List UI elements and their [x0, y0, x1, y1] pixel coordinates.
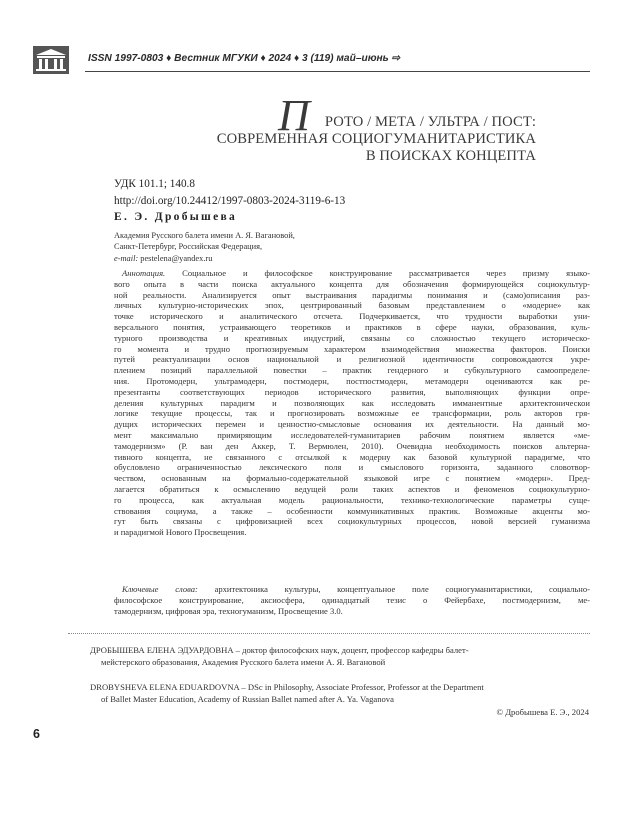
abstract-line: плением позиций параллельной повестки – практик гендерного и субкультурного самоопределе- [114, 365, 590, 376]
article-title-line-2: СОВРЕМЕННАЯ СОЦИОГУМАНИТАРИСТИКА [216, 131, 536, 147]
abstract-line: версального понятия, устраивающего теоретиков и практиков в сфере науки, образования, куль- [114, 321, 590, 332]
abstract-line: гут быть связаны с цифровизацией всех социокультурных процессов, новой версией гуманизма [114, 516, 590, 527]
abstract-line: ния. Протомодерн, ультрамодерн, постмодерн, постпостмодерн, метамодерн оцениваются как ре- [114, 375, 590, 386]
bio-en-line-2: of Ballet Master Education, Academy of Russian Ballet named after A. Ya. Vaganova [101, 693, 394, 704]
abstract-line: тамодернизм» (Р. ван ден Аккер, Т. Вермюлен, 2010). Очевидна необходимость поисков альтерна- [114, 440, 590, 451]
bio-en-line-1: DROBYSHEVA ELENA EDUARDOVNA – DSc in Philosophy, Associate Professor, Professor at the Department [90, 682, 484, 692]
abstract-line: путей реактуализации основ национальной и религиозной идентичности сопровождаются укре- [114, 354, 590, 365]
affiliation-line-2: Санкт-Петербург, Российская Федерация, [114, 242, 263, 252]
bio-ru-line-2: мейстерского образования, Академия Русского балета имени А. Я. Вагановой [101, 656, 386, 667]
keywords [114, 584, 590, 616]
keywords-line: тамодернизм, цифровая эра, техногуманизм, Просвещение 3.0. [114, 605, 343, 616]
abstract-line: чеством, основанным на формально-содержательной языковой игре с понятием «модерн». Пред- [114, 473, 590, 484]
keywords-text: архитектоника культуры, концептуальное поле социогуманитаристики, социально- [197, 584, 591, 594]
abstract-line [114, 268, 590, 279]
keywords-line: философское конструирование, аксиосфера, одинадцатый тезис о Фейербахе, постмодернизм, ме- [114, 594, 590, 605]
keywords-line [114, 584, 590, 595]
author-name: Е. Э. Дробышева [114, 211, 238, 223]
copyright-notice: © Дробышева Е. Э., 2024 [496, 707, 589, 717]
abstract-line: деления культурных парадигм и позволяющих как исследовать имманентные архитектоническои [114, 397, 590, 408]
abstract-line: обусловлено ограниченностью лексического поля и смыслового горизонта, заданного словотвор- [114, 462, 590, 473]
doi-link[interactable]: http://doi.org/10.24412/1997-0803-2024-3119-6-13 [114, 195, 346, 207]
keywords-label: Ключевые слова: [122, 584, 198, 594]
abstract-text: Социальное и философское конструирование рассматривается через призму языко- [165, 268, 590, 278]
author-bio-english [90, 682, 590, 705]
title-drop-letter: П [278, 91, 310, 140]
abstract [114, 268, 590, 538]
abstract-line: логике текущие процессы, так и прогнозировать возможные ее трансформации, роль акторов гря- [114, 408, 590, 419]
author-email [114, 253, 295, 264]
abstract-label: Аннотация. [122, 268, 166, 278]
abstract-line: го момента и трудно прогнозируемым характером взаимодействия множества факторов. Поиски [114, 343, 590, 354]
abstract-line: ствования социума, а также – особенности коммуникативных практик. Возможные акценты мо- [114, 505, 590, 516]
article-title-line-3: В ПОИСКАХ КОНЦЕПТА [365, 148, 536, 164]
author-affiliation [114, 230, 295, 264]
journal-logo [33, 46, 69, 74]
bio-ru-line-1: ДРОБЫШЕВА ЕЛЕНА ЭДУАРДОВНА – доктор философских наук, доцент, профессор кафедры балет- [90, 645, 469, 655]
header-rule [85, 71, 590, 72]
email-address[interactable]: pestelena@yandex.ru [140, 253, 213, 263]
abstract-line: вого опыта в части поиска актуального концепта для обозначения формирующейся социокультур- [114, 278, 590, 289]
author-bio-russian [90, 645, 590, 668]
abstract-line: и парадигмой Нового Просвещения. [114, 527, 247, 538]
article-title-line-1: РОТО / МЕТА / УЛЬТРА / ПОСТ: [324, 114, 536, 130]
abstract-line: лагается обратиться к осмыслению ведущей роли таких аспектов и феноменов социокультурно- [114, 483, 590, 494]
page-number: 6 [33, 727, 40, 741]
abstract-line: презентанты соответствующих периодов исторического развития, выполняющих функции опре- [114, 386, 590, 397]
abstract-line: дущих исторических перемен и ценностно-смысловые основания их деятельности. На данный мо- [114, 419, 590, 430]
article-identifiers [114, 176, 345, 210]
abstract-line: мент максимально примиряющим исследователей-гуманитариев рабочим понятием является «ме- [114, 429, 590, 440]
section-divider [68, 633, 590, 634]
abstract-line: точке исторического и аналитического отсчета. Подчеркивается, что трудности выработки уни- [114, 311, 590, 322]
affiliation-line-1: Академия Русского балета имени А. Я. Вагановой, [114, 231, 295, 240]
udc-code: УДК 101.1; 140.8 [114, 178, 195, 190]
abstract-line: ной реальности. Анализируется опыт выстраивания парадигмы понимания и (само)описания раз- [114, 289, 590, 300]
abstract-line: турного производства и креативных индустрий, связаны со сложностью текущего историческо- [114, 332, 590, 343]
abstract-line: тивного концепта, не связанного с отсылкой к модерну как базовой культурной парадигме, что [114, 451, 590, 462]
abstract-line: го процесса, как актуальная модель рациональности, технико-технологические параметры суще- [114, 494, 590, 505]
running-head: ISSN 1997-0803 ♦ Вестник МГУКИ ♦ 2024 ♦ 3 (119) май–июнь ⇨ [88, 53, 401, 64]
abstract-line: личных культурно-исторических эпох, центрированный базовым представлением о «модерне» как [114, 300, 590, 311]
email-label: e-mail: [114, 253, 139, 263]
